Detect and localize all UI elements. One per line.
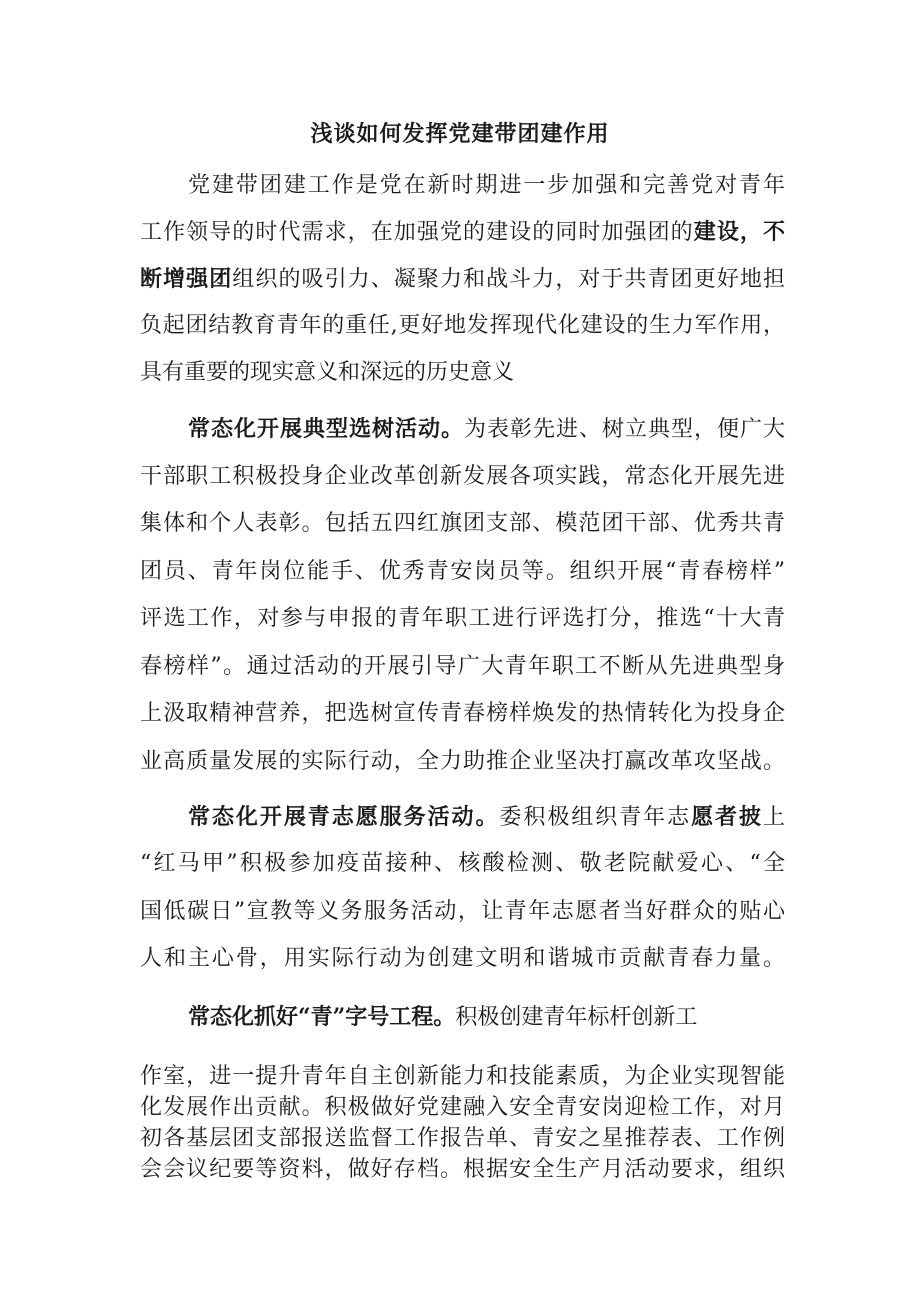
text-run: 评选工作，对参与申报的青年职工进行评选打分，推选“十大青 [140,606,785,631]
text-run: 会会议纪要等资料，做好存档。根据安全生产月活动要求，组织 [140,1157,785,1182]
paragraph-heading: 常态化抓好“青”字号工程。 [188,1004,456,1030]
paragraph-2-line-8 [140,747,785,777]
paragraph-1-line-2 [140,217,785,248]
paragraph-2-line-5 [140,604,785,634]
paragraph-1-line-3 [140,264,785,295]
text-run: 组织的吸引力、凝聚力和战斗力，对于共青团更好地担 [232,267,785,292]
paragraph-4-line-1 [188,1002,748,1033]
document-title: 浅谈如何发挥党建带团建作用 [310,121,610,147]
text-run: 人和主心骨，用实际行动为创建文明和谐城市贡献青春力量。 [140,946,785,971]
text-run: 党建带团建工作是党在新时期进一步加强和完善党对青年 [188,173,785,198]
paragraph-4-line-4 [140,1124,785,1154]
paragraph-2-line-2 [140,462,785,492]
text-run: 积极创建青年标杆创新工 [455,1005,698,1030]
bold-text-run: 断增强团 [140,266,233,292]
paragraph-2-line-4 [140,557,785,587]
paragraph-3-line-1 [188,802,785,833]
text-run: 为表彰先进、树立典型，便广大 [464,417,785,442]
paragraph-1-line-4 [140,311,785,341]
text-run: 团员、青年岗位能手、优秀青安岗员等。组织开展“青春榜样” [140,559,785,584]
text-run: 工作领导的时代需求，在加强党的建设的同时加强团的 [140,220,694,245]
paragraph-2-line-6 [140,652,785,682]
paragraph-1-line-5 [140,358,785,388]
paragraph-2-line-1 [188,414,785,445]
bold-text-run: 愿者披 [691,804,763,830]
paragraph-heading: 常态化开展青志愿服务活动。 [188,804,500,830]
paragraph-3-line-3 [140,897,785,927]
text-run: 上 [762,805,785,830]
paragraph-heading: 常态化开展典型选树活动。 [188,416,464,442]
text-run: 春榜样”。通过活动的开展引导广大青年职工不断从先进典型身 [140,654,785,679]
bold-text-run: 建设，不 [693,219,785,245]
text-run: 业高质量发展的实际行动，全力助推企业坚决打赢改革攻坚战。 [140,749,785,774]
text-run: 干部职工积极投身企业改革创新发展各项实践，常态化开展先进 [140,464,785,489]
text-run: 委积极组织青年志 [499,805,692,830]
text-run: 集体和个人表彰。包括五四红旗团支部、模范团干部、优秀共青 [140,511,785,536]
paragraph-2-line-3 [140,509,785,539]
text-run: 上汲取精神营养，把选树宣传青春榜样焕发的热情转化为投身企 [140,701,785,726]
text-run: 国低碳日”宣教等义务服务活动，让青年志愿者当好群众的贴心 [140,899,785,924]
paragraph-3-line-2 [140,849,785,879]
paragraph-2-line-7 [140,699,785,729]
text-run: 具有重要的现实意义和深远的历史意义 [140,360,515,385]
text-run: 初各基层团支部报送监督工作报告单、青安之星推荐表、工作例 [140,1126,785,1151]
text-run: 负起团结教育青年的重任,更好地发挥现代化建设的生力军作用， [140,313,785,338]
paragraph-1-line-1 [188,171,785,201]
text-run: “红马甲”积极参加疫苗接种、核酸检测、敬老院献爱心、“全 [140,851,785,876]
text-run: 化发展作出贡献。积极做好党建融入安全青安岗迎检工作，对月 [140,1095,785,1120]
paragraph-4-line-3 [140,1093,785,1123]
paragraph-3-line-4 [140,944,785,974]
text-run: 作室，进一提升青年自主创新能力和技能素质，为企业实现智能 [140,1064,785,1089]
paragraph-4-line-5 [140,1155,785,1185]
paragraph-4-line-2 [140,1062,785,1092]
